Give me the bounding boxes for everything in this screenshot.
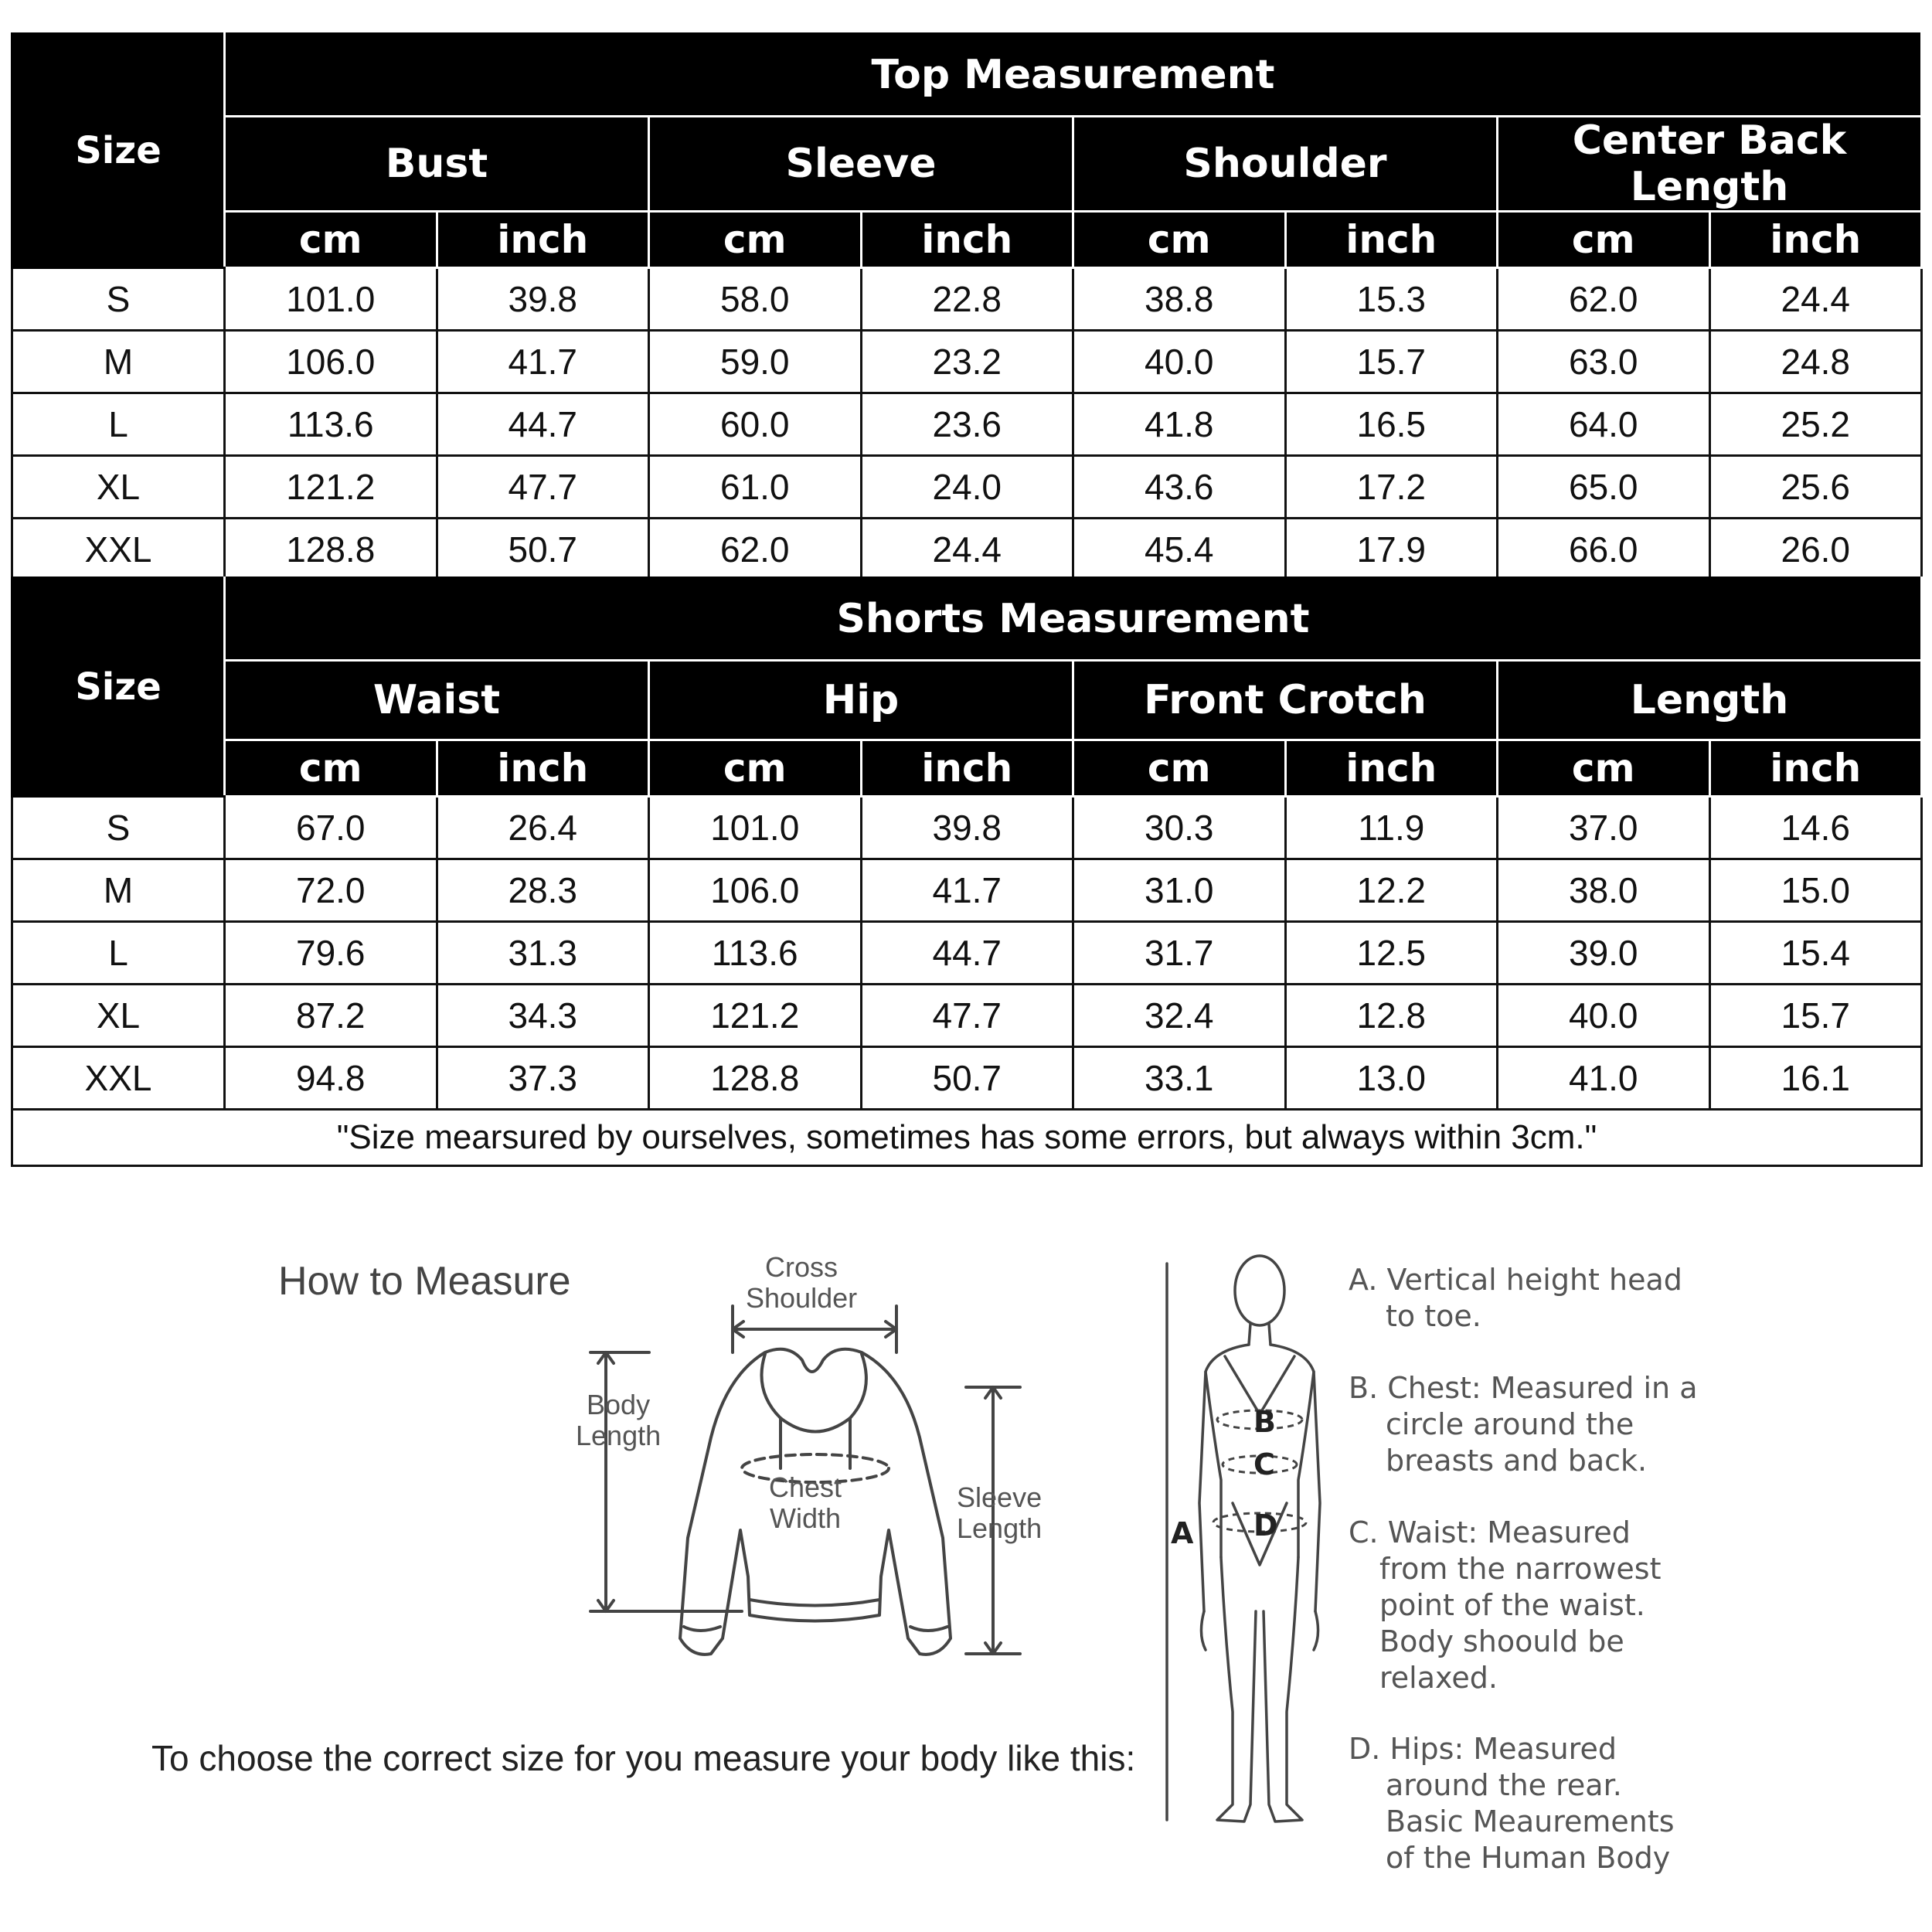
value-cell: 24.4 bbox=[861, 519, 1073, 581]
group-header: Shoulder bbox=[1073, 117, 1498, 212]
value-cell: 26.4 bbox=[437, 797, 649, 859]
size-cell: M bbox=[12, 859, 225, 922]
body-label-b: B bbox=[1253, 1405, 1276, 1439]
size-cell: XXL bbox=[12, 519, 225, 581]
table-row bbox=[12, 456, 1922, 519]
unit-header: cm bbox=[1498, 212, 1710, 268]
choose-size-text: To choose the correct size for you measure your body like this: bbox=[151, 1738, 1136, 1778]
unit-header: cm bbox=[225, 212, 437, 268]
body-label-d: D bbox=[1253, 1509, 1278, 1543]
value-cell: 63.0 bbox=[1498, 331, 1710, 393]
table-row bbox=[12, 268, 1922, 331]
value-cell: 11.9 bbox=[1285, 797, 1498, 859]
table-title: Shorts Measurement bbox=[225, 578, 1922, 661]
table-row bbox=[12, 922, 1922, 985]
unit-header: inch bbox=[861, 740, 1073, 797]
value-cell: 24.8 bbox=[1709, 331, 1922, 393]
group-header-row bbox=[12, 661, 1922, 740]
value-cell: 23.6 bbox=[861, 393, 1073, 456]
size-header: Size bbox=[12, 578, 225, 797]
table-title: Top Measurement bbox=[225, 34, 1922, 117]
legend-item-b: B. Chest: Measured in a circle around the breasts and back. bbox=[1349, 1371, 1698, 1478]
chest-width-label: Chest Width bbox=[769, 1471, 842, 1534]
value-cell: 15.3 bbox=[1285, 268, 1498, 331]
table-row bbox=[12, 331, 1922, 393]
value-cell: 39.8 bbox=[437, 268, 649, 331]
top-measurement-table bbox=[11, 32, 1923, 582]
unit-header: inch bbox=[1709, 212, 1922, 268]
group-header: Waist bbox=[225, 661, 649, 740]
value-cell: 61.0 bbox=[649, 456, 862, 519]
value-cell: 87.2 bbox=[225, 985, 437, 1047]
value-cell: 38.8 bbox=[1073, 268, 1286, 331]
value-cell: 17.9 bbox=[1285, 519, 1498, 581]
size-cell: L bbox=[12, 922, 225, 985]
value-cell: 121.2 bbox=[225, 456, 437, 519]
value-cell: 64.0 bbox=[1498, 393, 1710, 456]
unit-header: inch bbox=[1285, 212, 1498, 268]
size-cell: S bbox=[12, 797, 225, 859]
value-cell: 15.7 bbox=[1285, 331, 1498, 393]
body-label-c: C bbox=[1253, 1447, 1275, 1481]
value-cell: 23.2 bbox=[861, 331, 1073, 393]
value-cell: 45.4 bbox=[1073, 519, 1286, 581]
value-cell: 28.3 bbox=[437, 859, 649, 922]
value-cell: 44.7 bbox=[861, 922, 1073, 985]
value-cell: 106.0 bbox=[225, 331, 437, 393]
group-header: Length bbox=[1498, 661, 1922, 740]
size-cell: XXL bbox=[12, 1047, 225, 1110]
value-cell: 59.0 bbox=[649, 331, 862, 393]
value-cell: 47.7 bbox=[861, 985, 1073, 1047]
unit-header-row bbox=[12, 212, 1922, 268]
value-cell: 40.0 bbox=[1498, 985, 1710, 1047]
value-cell: 12.2 bbox=[1285, 859, 1498, 922]
sleeve-length-label: Sleeve Length bbox=[957, 1481, 1043, 1544]
size-cell: XL bbox=[12, 985, 225, 1047]
cross-shoulder-label: Cross Shoulder bbox=[746, 1251, 858, 1314]
value-cell: 43.6 bbox=[1073, 456, 1286, 519]
table-row bbox=[12, 393, 1922, 456]
table-row bbox=[12, 985, 1922, 1047]
unit-header: inch bbox=[437, 740, 649, 797]
value-cell: 41.8 bbox=[1073, 393, 1286, 456]
value-cell: 113.6 bbox=[225, 393, 437, 456]
value-cell: 37.3 bbox=[437, 1047, 649, 1110]
value-cell: 41.0 bbox=[1498, 1047, 1710, 1110]
unit-header: cm bbox=[1073, 740, 1286, 797]
size-cell: M bbox=[12, 331, 225, 393]
value-cell: 34.3 bbox=[437, 985, 649, 1047]
value-cell: 128.8 bbox=[649, 1047, 862, 1110]
value-cell: 38.0 bbox=[1498, 859, 1710, 922]
legend-item-d: D. Hips: Measured around the rear. Basic Meaurements of the Human Body bbox=[1349, 1732, 1675, 1875]
value-cell: 121.2 bbox=[649, 985, 862, 1047]
value-cell: 40.0 bbox=[1073, 331, 1286, 393]
table-row bbox=[12, 519, 1922, 581]
value-cell: 101.0 bbox=[225, 268, 437, 331]
value-cell: 65.0 bbox=[1498, 456, 1710, 519]
value-cell: 25.2 bbox=[1709, 393, 1922, 456]
value-cell: 62.0 bbox=[1498, 268, 1710, 331]
value-cell: 113.6 bbox=[649, 922, 862, 985]
value-cell: 94.8 bbox=[225, 1047, 437, 1110]
how-to-measure-title: How to Measure bbox=[278, 1259, 571, 1304]
body-label-a: A bbox=[1171, 1516, 1194, 1550]
unit-header: cm bbox=[1073, 212, 1286, 268]
table-row bbox=[12, 797, 1922, 859]
value-cell: 16.1 bbox=[1709, 1047, 1922, 1110]
value-cell: 15.4 bbox=[1709, 922, 1922, 985]
value-cell: 39.8 bbox=[861, 797, 1073, 859]
value-cell: 58.0 bbox=[649, 268, 862, 331]
size-header: Size bbox=[12, 34, 225, 268]
value-cell: 39.0 bbox=[1498, 922, 1710, 985]
value-cell: 16.5 bbox=[1285, 393, 1498, 456]
value-cell: 50.7 bbox=[437, 519, 649, 581]
value-cell: 41.7 bbox=[861, 859, 1073, 922]
unit-header: cm bbox=[649, 212, 862, 268]
unit-header-row bbox=[12, 740, 1922, 797]
value-cell: 22.8 bbox=[861, 268, 1073, 331]
value-cell: 72.0 bbox=[225, 859, 437, 922]
value-cell: 60.0 bbox=[649, 393, 862, 456]
value-cell: 25.6 bbox=[1709, 456, 1922, 519]
measurement-note: "Size mearsured by ourselves, sometimes has some errors, but always within 3cm." bbox=[12, 1110, 1922, 1166]
shorts-measurement-table bbox=[11, 577, 1923, 1167]
value-cell: 31.3 bbox=[437, 922, 649, 985]
unit-header: inch bbox=[1285, 740, 1498, 797]
value-cell: 31.0 bbox=[1073, 859, 1286, 922]
value-cell: 128.8 bbox=[225, 519, 437, 581]
value-cell: 12.8 bbox=[1285, 985, 1498, 1047]
value-cell: 31.7 bbox=[1073, 922, 1286, 985]
value-cell: 13.0 bbox=[1285, 1047, 1498, 1110]
unit-header: cm bbox=[649, 740, 862, 797]
value-cell: 62.0 bbox=[649, 519, 862, 581]
unit-header: cm bbox=[225, 740, 437, 797]
top-table-body bbox=[12, 268, 1922, 581]
value-cell: 15.7 bbox=[1709, 985, 1922, 1047]
table-row bbox=[12, 1047, 1922, 1110]
group-header: Sleeve bbox=[649, 117, 1073, 212]
group-header: Bust bbox=[225, 117, 649, 212]
value-cell: 50.7 bbox=[861, 1047, 1073, 1110]
value-cell: 26.0 bbox=[1709, 519, 1922, 581]
body-length-label: Body Length bbox=[576, 1389, 662, 1451]
value-cell: 17.2 bbox=[1285, 456, 1498, 519]
unit-header: inch bbox=[1709, 740, 1922, 797]
size-cell: XL bbox=[12, 456, 225, 519]
value-cell: 66.0 bbox=[1498, 519, 1710, 581]
unit-header: inch bbox=[861, 212, 1073, 268]
unit-header: inch bbox=[437, 212, 649, 268]
group-header: Hip bbox=[649, 661, 1073, 740]
group-header: Center Back Length bbox=[1498, 117, 1922, 212]
value-cell: 33.1 bbox=[1073, 1047, 1286, 1110]
value-cell: 37.0 bbox=[1498, 797, 1710, 859]
value-cell: 30.3 bbox=[1073, 797, 1286, 859]
group-header: Front Crotch bbox=[1073, 661, 1498, 740]
value-cell: 106.0 bbox=[649, 859, 862, 922]
unit-header: cm bbox=[1498, 740, 1710, 797]
value-cell: 12.5 bbox=[1285, 922, 1498, 985]
table-row bbox=[12, 859, 1922, 922]
value-cell: 24.4 bbox=[1709, 268, 1922, 331]
value-cell: 14.6 bbox=[1709, 797, 1922, 859]
value-cell: 32.4 bbox=[1073, 985, 1286, 1047]
value-cell: 41.7 bbox=[437, 331, 649, 393]
value-cell: 44.7 bbox=[437, 393, 649, 456]
value-cell: 15.0 bbox=[1709, 859, 1922, 922]
size-cell: L bbox=[12, 393, 225, 456]
value-cell: 24.0 bbox=[861, 456, 1073, 519]
shorts-table-body bbox=[12, 797, 1922, 1110]
legend-item-a: A. Vertical height head to toe. bbox=[1349, 1263, 1682, 1333]
value-cell: 47.7 bbox=[437, 456, 649, 519]
legend-item-c: C. Waist: Measured from the narrowest point of the waist. Body shoould be relaxed. bbox=[1349, 1515, 1662, 1695]
value-cell: 101.0 bbox=[649, 797, 862, 859]
group-header-row bbox=[12, 117, 1922, 212]
value-cell: 79.6 bbox=[225, 922, 437, 985]
value-cell: 67.0 bbox=[225, 797, 437, 859]
size-cell: S bbox=[12, 268, 225, 331]
